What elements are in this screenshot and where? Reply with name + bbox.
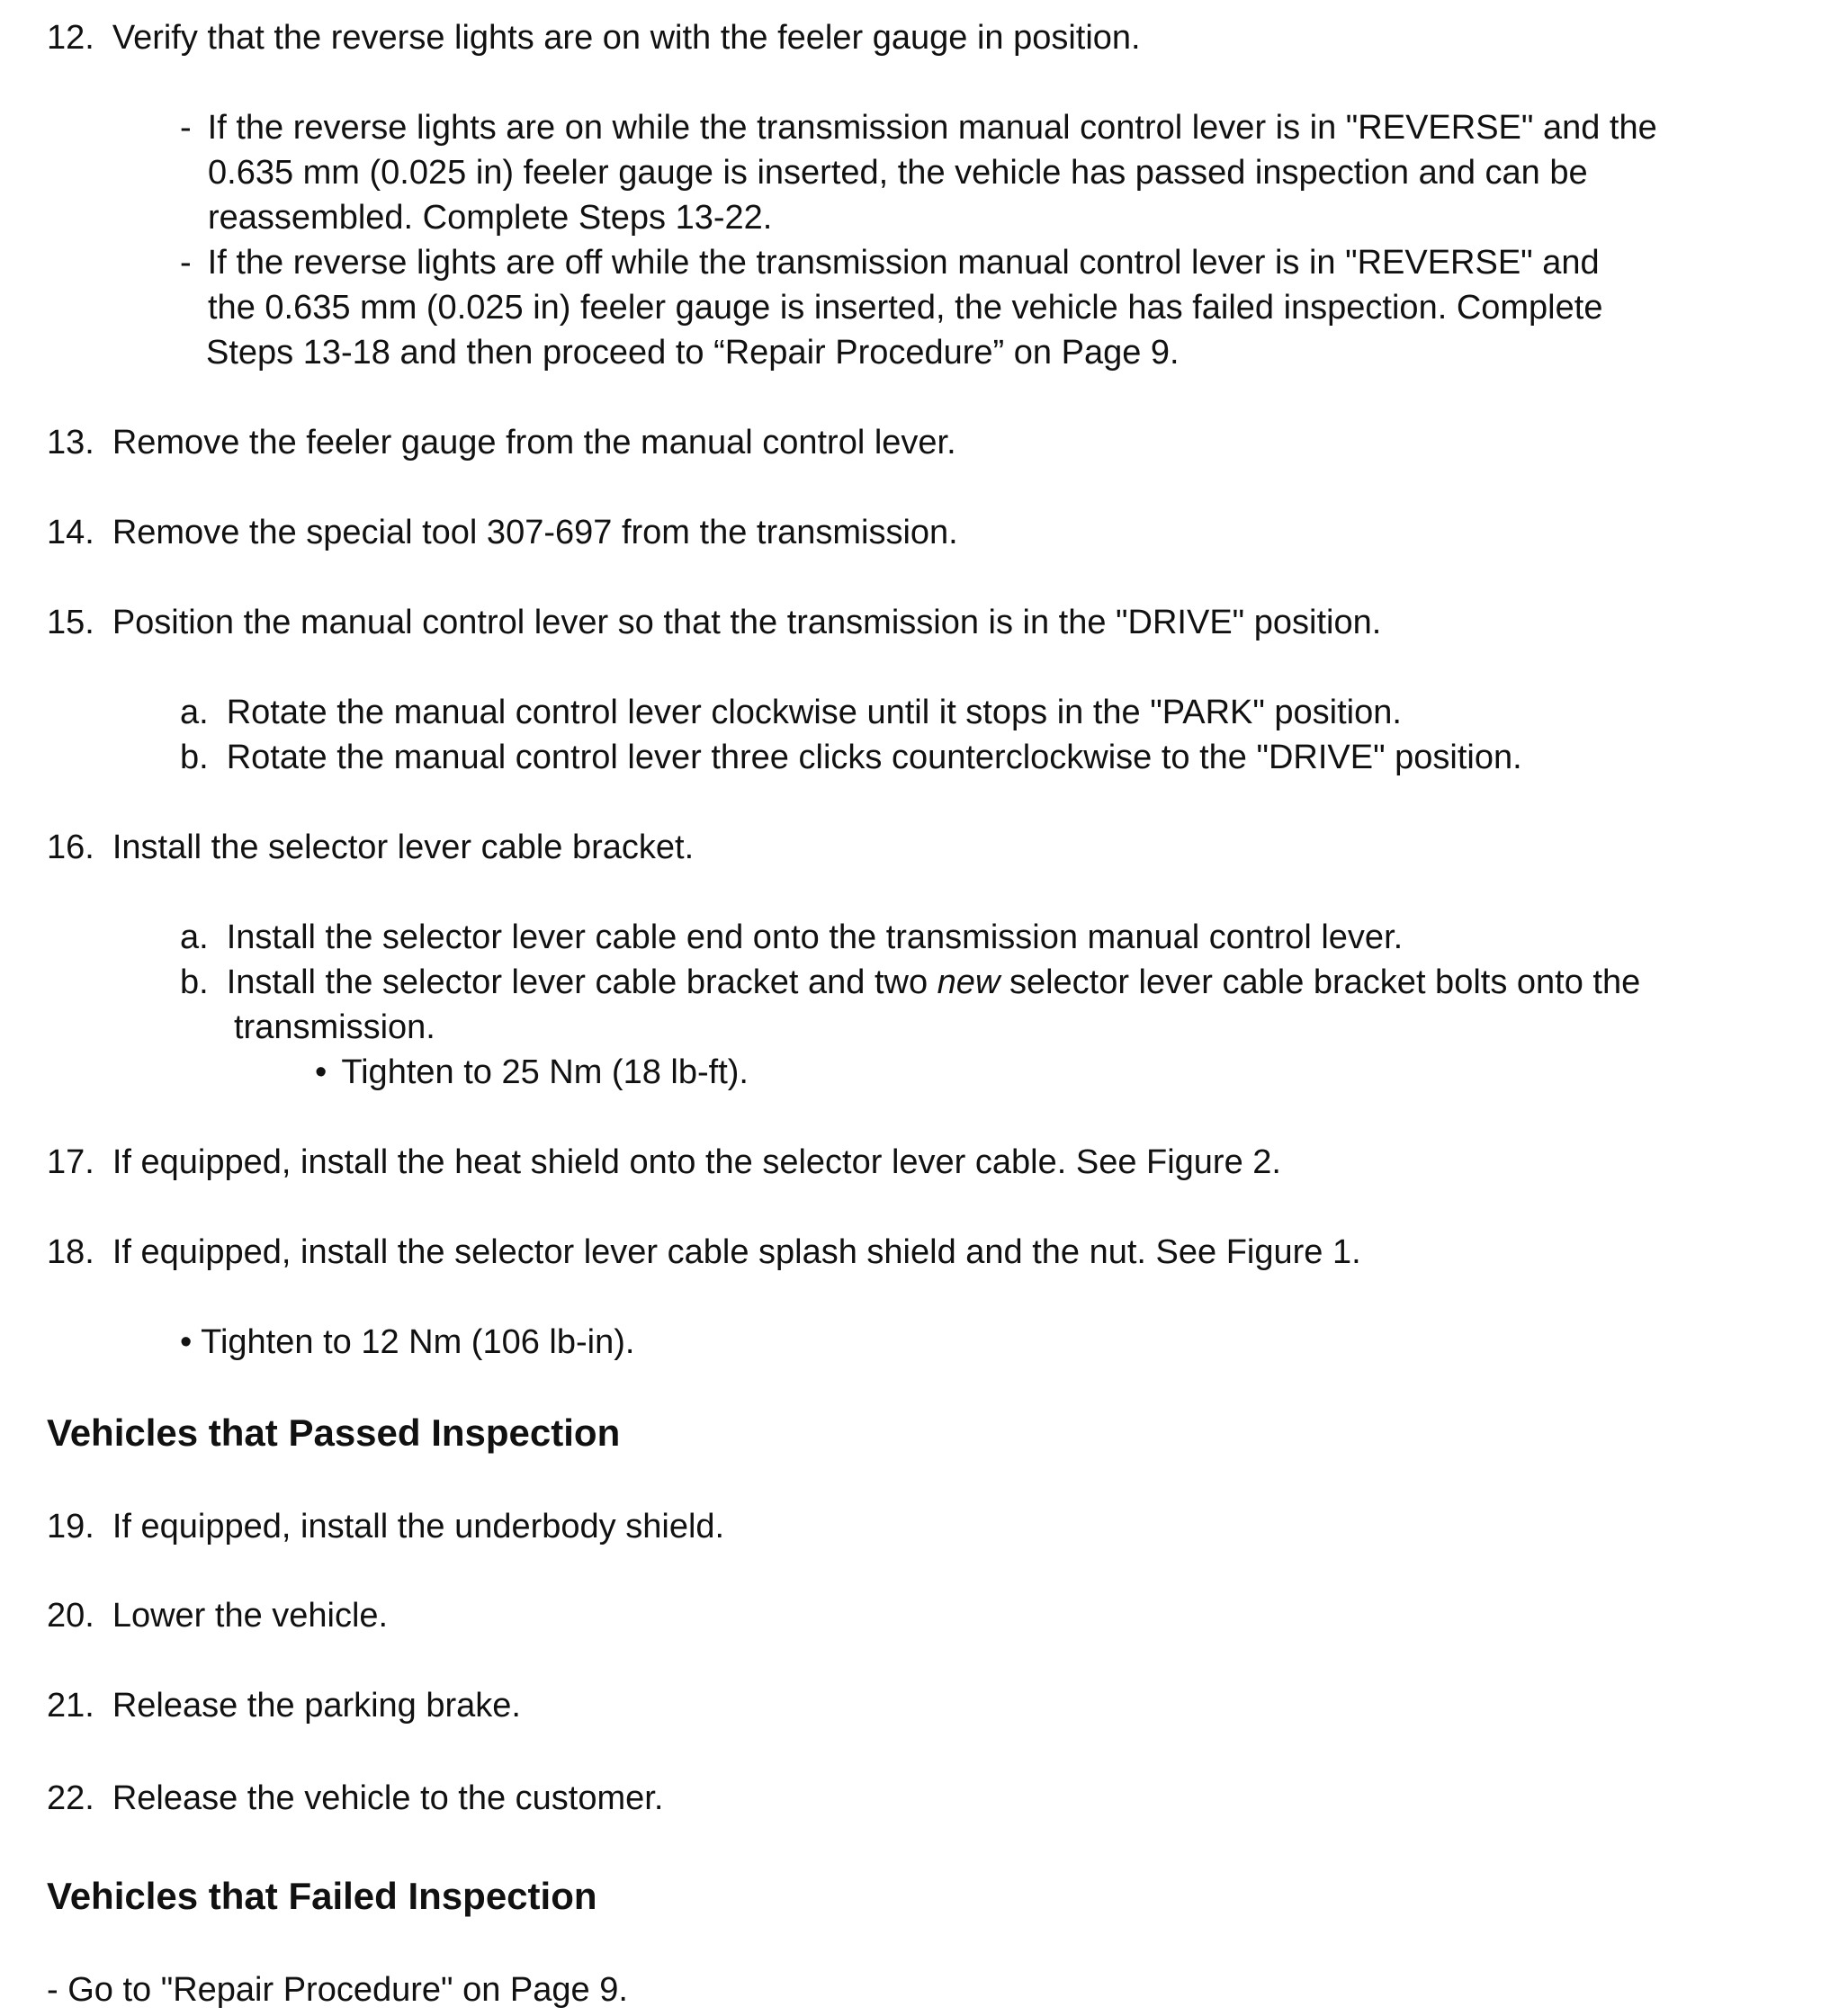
step-number: 16. xyxy=(47,829,94,866)
step-number: 15. xyxy=(47,604,94,641)
step-12-sub2-line3: Steps 13-18 and then proceed to “Repair Procedure” on Page 9. xyxy=(206,334,1180,372)
step-12 xyxy=(47,15,1141,60)
sub-text: If the reverse lights are on while the transmission manual control lever is in "REVERSE" and the xyxy=(207,109,1657,147)
step-16 xyxy=(47,825,694,870)
section-heading-failed: Vehicles that Failed Inspection xyxy=(47,1875,597,1917)
section-heading-passed: Vehicles that Passed Inspection xyxy=(47,1411,621,1454)
bullet-text: Tighten to 25 Nm (18 lb-ft). xyxy=(341,1053,749,1091)
step-12-sub2-line2: the 0.635 mm (0.025 in) feeler gauge is inserted, the vehicle has failed inspection. Complete xyxy=(208,289,1603,327)
step-12-sub2-line1 xyxy=(180,240,1600,285)
step-number: 21. xyxy=(47,1687,94,1725)
sub-marker: b. xyxy=(180,963,209,1001)
step-16-bullet xyxy=(315,1050,749,1095)
step-text: Remove the feeler gauge from the manual control lever. xyxy=(112,424,956,461)
sub-text-post: selector lever cable bracket bolts onto the xyxy=(1000,963,1641,1001)
step-text: Release the parking brake. xyxy=(112,1687,521,1725)
dash-marker: - xyxy=(180,109,192,147)
sub-text: Rotate the manual control lever three clicks counterclockwise to the "DRIVE" position. xyxy=(226,739,1522,776)
sub-marker: a. xyxy=(180,918,209,956)
step-18 xyxy=(47,1230,1361,1275)
step-16-b xyxy=(180,960,1640,1005)
step-19 xyxy=(47,1504,724,1549)
sub-text: Install the selector lever cable end onto the transmission manual control lever. xyxy=(226,918,1404,956)
step-number: 20. xyxy=(47,1597,94,1635)
step-21 xyxy=(47,1683,521,1728)
sub-marker: b. xyxy=(180,739,209,776)
step-22 xyxy=(47,1776,663,1821)
step-12-sub1-line1 xyxy=(180,105,1657,150)
step-text: If equipped, install the selector lever cable splash shield and the nut. See Figure 1. xyxy=(112,1233,1361,1271)
sub-text: Rotate the manual control lever clockwise until it stops in the "PARK" position. xyxy=(226,694,1402,731)
sub-text-pre: Install the selector lever cable bracket and two xyxy=(226,963,937,1001)
step-12-sub1-line2: 0.635 mm (0.025 in) feeler gauge is inserted, the vehicle has passed inspection and can be xyxy=(208,154,1588,192)
step-text: Release the vehicle to the customer. xyxy=(112,1779,664,1817)
step-number: 17. xyxy=(47,1143,94,1181)
step-text: Verify that the reverse lights are on with the feeler gauge in position. xyxy=(112,19,1141,57)
step-number: 12. xyxy=(47,19,94,57)
step-text: Remove the special tool 307-697 from the transmission. xyxy=(112,514,958,551)
step-14 xyxy=(47,510,958,555)
bullet-marker: • xyxy=(315,1053,327,1091)
step-number: 22. xyxy=(47,1779,94,1817)
step-number: 18. xyxy=(47,1233,94,1271)
step-16-b-line2: transmission. xyxy=(234,1008,435,1046)
step-number: 13. xyxy=(47,424,94,461)
step-13 xyxy=(47,420,956,465)
failed-note: - Go to "Repair Procedure" on Page 9. xyxy=(47,1971,628,2009)
step-text: If equipped, install the heat shield onto the selector lever cable. See Figure 2. xyxy=(112,1143,1281,1181)
step-15 xyxy=(47,600,1381,645)
emphasis-new: new xyxy=(937,963,1000,1001)
sub-text: If the reverse lights are off while the transmission manual control lever is in "REVERSE" and xyxy=(207,244,1600,282)
step-15-b xyxy=(180,735,1522,780)
step-20 xyxy=(47,1593,388,1638)
step-text: Lower the vehicle. xyxy=(112,1597,389,1635)
step-17 xyxy=(47,1140,1281,1185)
step-18-bullet: • Tighten to 12 Nm (106 lb-in). xyxy=(180,1323,635,1361)
step-text: If equipped, install the underbody shield. xyxy=(112,1508,725,1546)
step-text: Position the manual control lever so that the transmission is in the "DRIVE" position. xyxy=(112,604,1382,641)
step-number: 14. xyxy=(47,514,94,551)
dash-marker: - xyxy=(180,244,192,282)
step-12-sub1-line3: reassembled. Complete Steps 13-22. xyxy=(208,199,773,237)
sub-marker: a. xyxy=(180,694,209,731)
step-text: Install the selector lever cable bracket. xyxy=(112,829,695,866)
step-16-a xyxy=(180,915,1403,960)
step-15-a xyxy=(180,690,1402,735)
step-number: 19. xyxy=(47,1508,94,1546)
